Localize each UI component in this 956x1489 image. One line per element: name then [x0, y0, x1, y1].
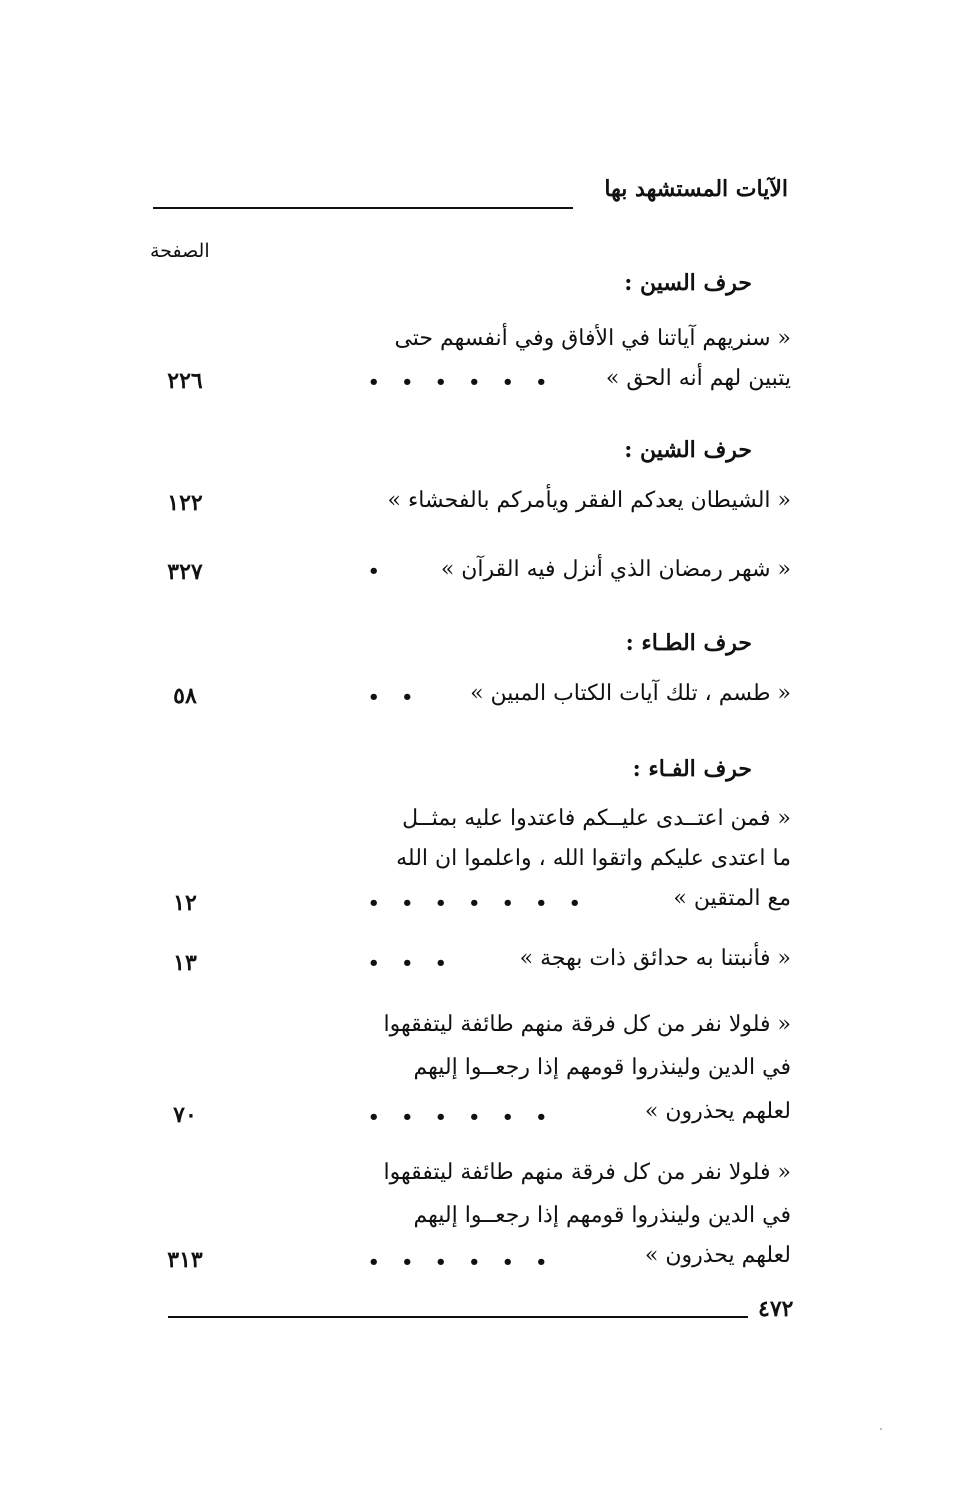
page-reference: ٧٠: [173, 1102, 197, 1128]
page-number: ٤٧٢: [758, 1296, 794, 1322]
verse-line: في الدين ولينذروا قومهم إذا رجعــوا إليهم: [413, 1055, 791, 1080]
verse-line: « فلولا نفر من كل فرقة منهم طائفة ليتفقهوا: [383, 1012, 791, 1037]
verse-line: « سنريهم آياتنا في الأفاق وفي أنفسهم حتى: [394, 326, 791, 351]
verse-line: يتبين لهم أنه الحق »: [605, 366, 791, 391]
verse-line: لعلهم يحذرون »: [644, 1099, 791, 1124]
verse-line: لعلهم يحذرون »: [644, 1243, 791, 1268]
section-heading-taa: حرف الطـاء :: [625, 630, 752, 656]
verse-line: « فأنبتنا به حدائق ذات بهجة »: [519, 946, 791, 971]
scan-speck: [880, 1428, 882, 1430]
dot-leader: ••••••: [368, 1107, 570, 1128]
dot-leader: •: [368, 561, 402, 582]
dot-leader: ••••••: [368, 1252, 570, 1273]
section-heading-seen: حرف السين :: [624, 270, 752, 296]
dot-leader: •••: [368, 953, 469, 974]
footer-rule: [168, 1316, 748, 1318]
verse-line: « شهر رمضان الذي أنزل فيه القرآن »: [440, 557, 791, 582]
verse-line: مع المتقين »: [673, 886, 791, 911]
verse-line: « طسم ، تلك آيات الكتاب المبين »: [470, 681, 791, 706]
verse-line: « فلولا نفر من كل فرقة منهم طائفة ليتفقهوا: [383, 1160, 791, 1185]
verse-line: ما اعتدى عليكم واتقوا الله ، واعلموا ان الله: [396, 846, 791, 871]
dot-leader: ••: [368, 687, 436, 708]
page-reference: ٣٢٧: [167, 559, 203, 585]
page-reference: ١٢٢: [167, 490, 203, 516]
page-reference: ٣١٣: [167, 1247, 203, 1273]
verse-line: في الدين ولينذروا قومهم إذا رجعــوا إليهم: [413, 1203, 791, 1228]
dot-leader: ••••••: [368, 372, 570, 393]
section-heading-faa: حرف الفـاء :: [632, 756, 752, 782]
verse-line: « الشيطان يعدكم الفقر ويأمركم بالفحشاء »: [387, 488, 791, 513]
page-column-label: الصفحة: [150, 240, 210, 262]
header-rule: [153, 207, 573, 209]
page-reference: ١٣: [173, 950, 197, 976]
page-reference: ٥٨: [173, 683, 197, 709]
verse-line: « فمن اعتــدى عليــكم فاعتدوا عليه بمثــل: [402, 806, 791, 831]
page-reference: ٢٢٦: [167, 368, 203, 394]
section-heading-sheen: حرف الشين :: [624, 437, 752, 463]
page-reference: ١٢: [173, 890, 197, 916]
dot-leader: •••••••: [368, 893, 603, 914]
running-header-title: الآيات المستشهد بها: [604, 176, 788, 202]
